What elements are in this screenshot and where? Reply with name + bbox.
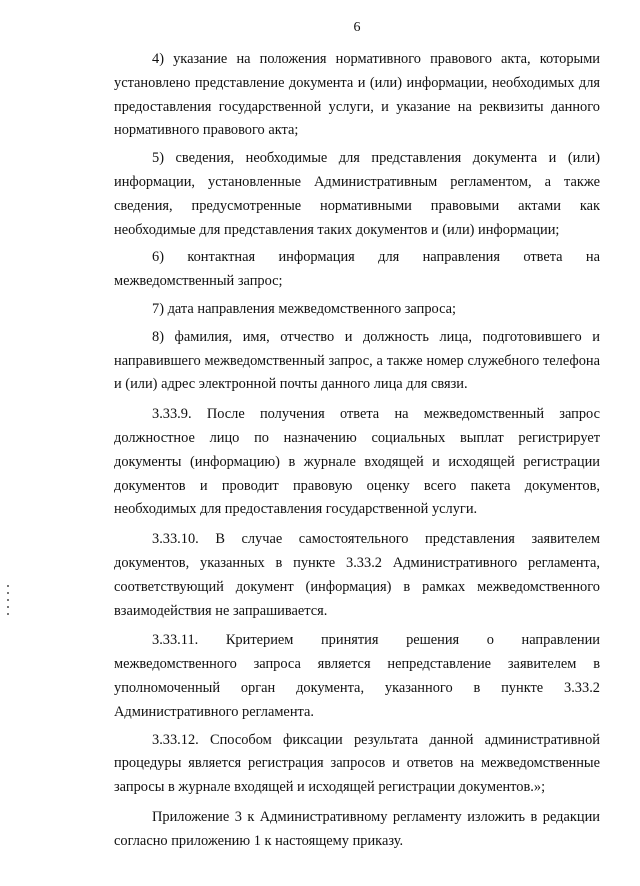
page-number: 6	[353, 20, 361, 35]
document-body	[114, 48, 600, 854]
scan-dot	[7, 585, 9, 587]
paragraph-item-7: 7) дата направления межведомственного запроса;	[152, 300, 457, 317]
scan-margin-marks	[6, 585, 10, 625]
scan-dot	[7, 592, 9, 594]
paragraph-3-33-9: 3.33.9. После получения ответа на межведомственный запрос должностное лицо по назначению социальных выплат регистрирует документы (информацию) в журнале входящей и исходящей регистрации документов и проводит правовую оценку всего пакета документов, необходимых для предоставления государственной услуги.	[114, 406, 600, 518]
paragraph-3-33-11: 3.33.11. Критерием принятия решения о направлении межведомственного запроса является непредставление заявителем в уполномоченный орган документа, указанного в пункте 3.33.2 Административного регламента.	[114, 632, 600, 720]
paragraph-3-33-10: 3.33.10. В случае самостоятельного представления заявителем документов, указанных в пункте 3.33.2 Административного регламента, соответствующий документ (информация) в рамках межведомственного взаимодействия не запрашивается.	[114, 531, 600, 619]
paragraph-item-4: 4) указание на положения нормативного правового акта, которыми установлено представление документа и (или) информации, необходимых для предоставления государственной услуги, и указание на реквизиты данного нормативного правового акта;	[114, 51, 600, 139]
paragraph-appendix-3: Приложение 3 к Административному регламенту изложить в редакции согласно приложению 1 к настоящему приказу.	[114, 808, 600, 849]
scan-dot	[7, 613, 9, 615]
scan-dot	[7, 599, 9, 601]
scan-dot	[7, 606, 9, 608]
paragraph-3-33-12: 3.33.12. Способом фиксации результата данной административной процедуры является регистрация запросов и ответов на межведомственные запросы в журнале входящей и исходящей регистрации документов.»;	[114, 731, 600, 796]
paragraph-item-8: 8) фамилия, имя, отчество и должность лица, подготовившего и направившего межведомственный запрос, а также номер служебного телефона и (или) адрес электронной почты данного лица для связи.	[114, 328, 600, 393]
paragraph-item-5: 5) сведения, необходимые для представления документа и (или) информации, установленные Административным регламентом, а также сведения, предусмотренные нормативными правовыми актами как необходимые для представления таких документов и (или) информации;	[114, 150, 600, 238]
paragraph-item-6: 6) контактная информация для направления ответа на межведомственный запрос;	[114, 249, 600, 290]
